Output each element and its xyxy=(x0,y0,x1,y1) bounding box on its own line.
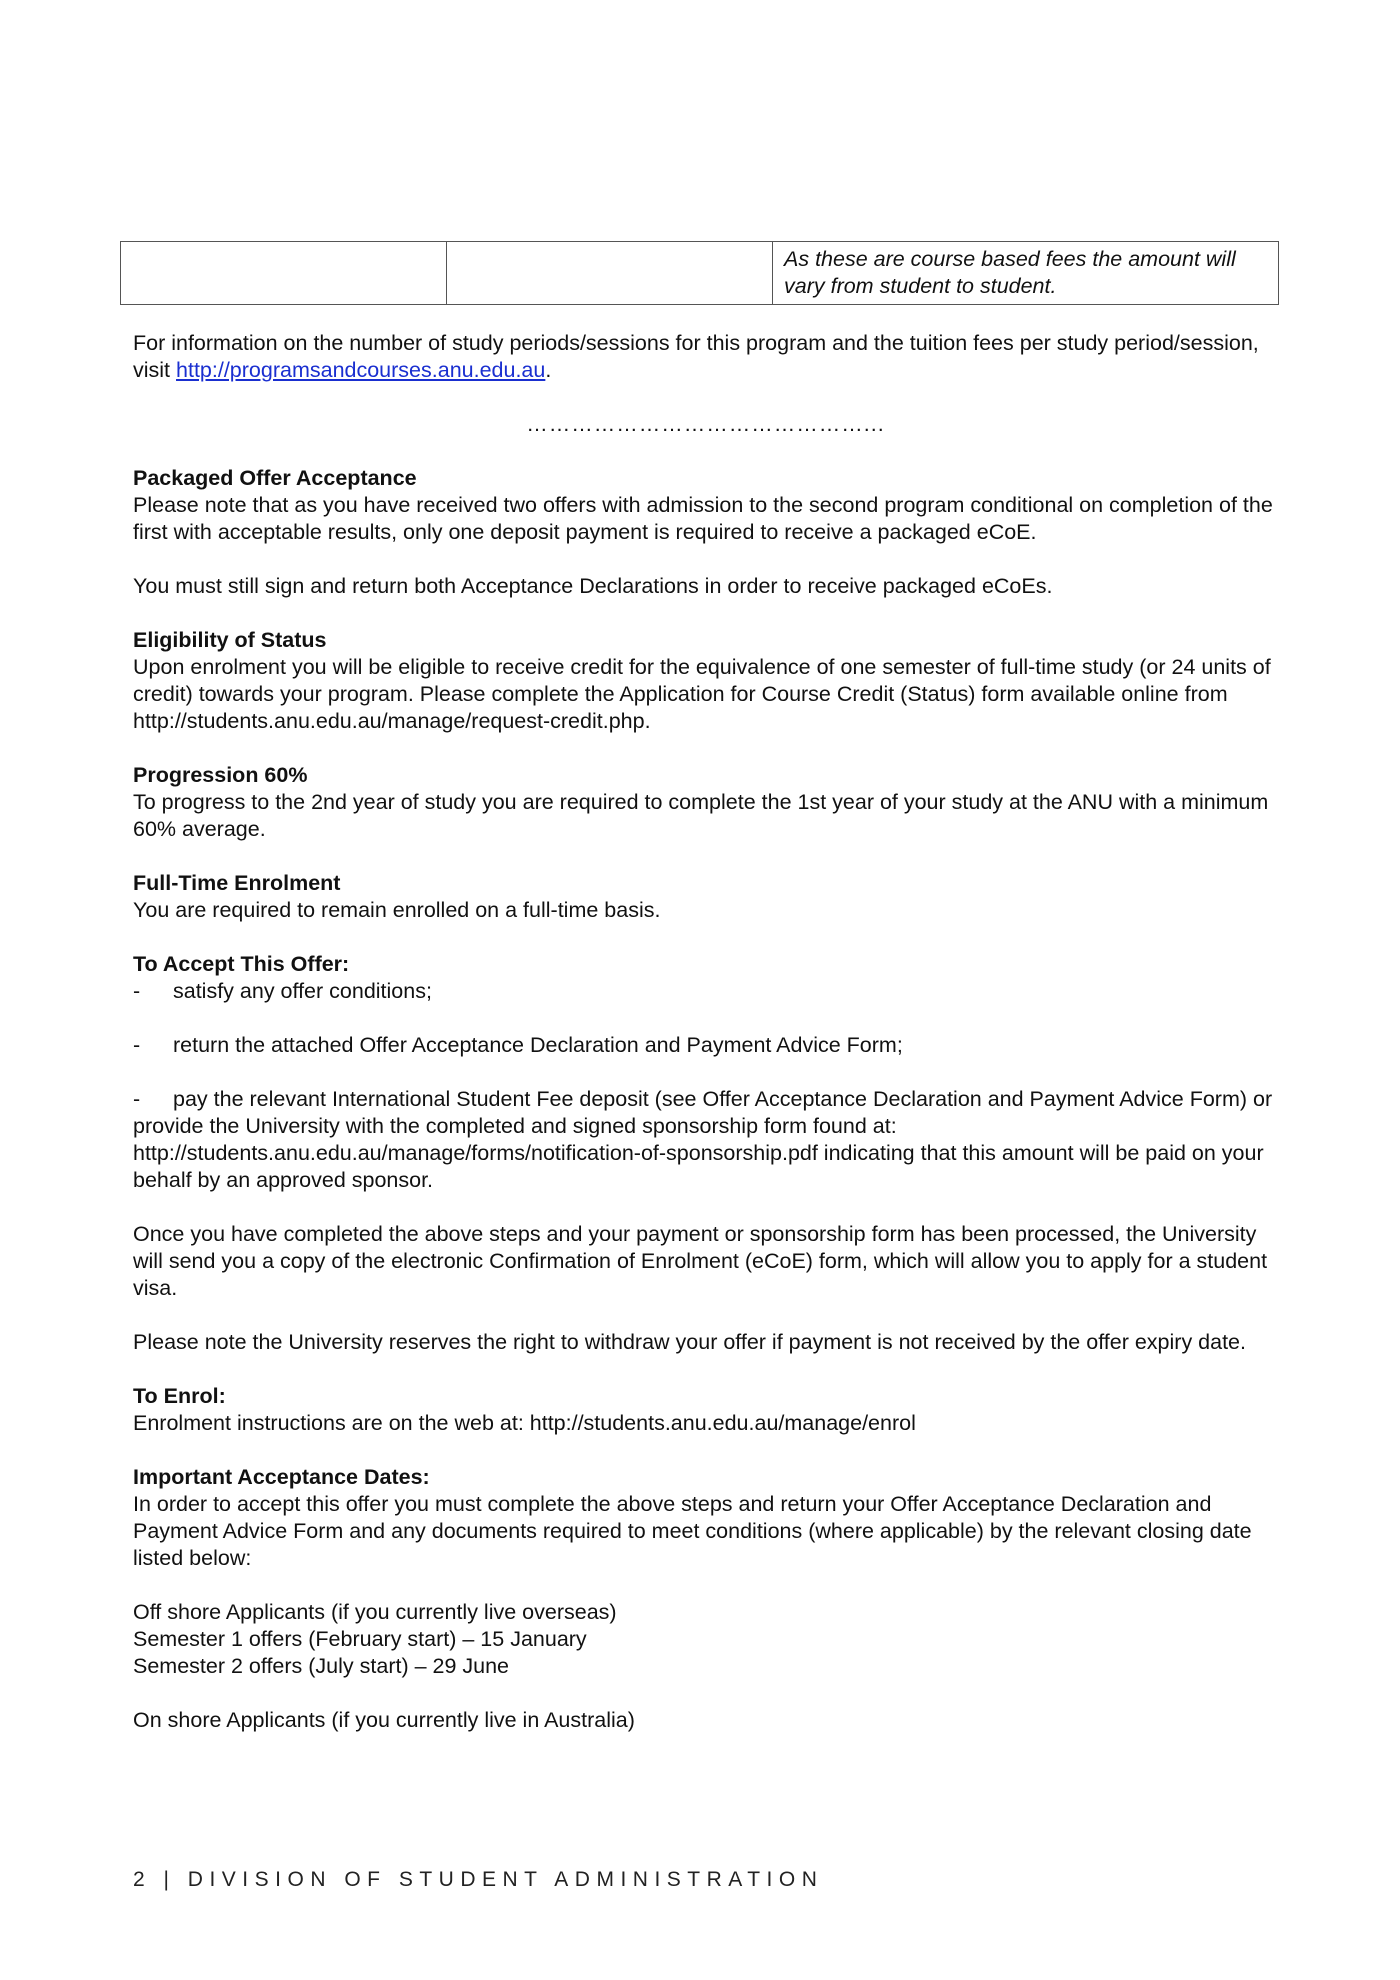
onshore-title: On shore Applicants (if you currently live in Australia) xyxy=(133,1708,635,1732)
page-footer: 2 | DIVISION OF STUDENT ADMINISTRATION xyxy=(133,1868,824,1891)
offshore-semester-2: Semester 2 offers (July start) – 29 June xyxy=(133,1654,510,1678)
info-text: For information on the number of study periods/sessions for this program and the tuition fees per study period/session, visit xyxy=(133,331,1259,382)
offshore-semester-1: Semester 1 offers (February start) – 15 January xyxy=(133,1627,587,1651)
bullet-dash: - xyxy=(133,1033,141,1057)
eligibility-text: Upon enrolment you will be eligible to receive credit for the equivalence of one semester of full-time study (or 24 units of credit) towards your program. Please complete the Application for Course Credit (Status) form available online from http://students.anu.edu.au/manage/request-credit.php. xyxy=(133,655,1271,733)
enrol-section xyxy=(133,1383,1278,1437)
eligibility-section xyxy=(133,627,1278,735)
dates-section xyxy=(133,1464,1278,1734)
accept-offer-section xyxy=(133,951,1278,1356)
enrol-heading: To Enrol: xyxy=(133,1384,226,1408)
progression-heading: Progression 60% xyxy=(133,763,308,787)
eligibility-heading: Eligibility of Status xyxy=(133,628,327,652)
list-item xyxy=(133,978,1278,1005)
packaged-offer-heading: Packaged Offer Acceptance xyxy=(133,466,417,490)
bullet-dash: - xyxy=(133,1087,141,1111)
enrol-text: Enrolment instructions are on the web at: http://students.anu.edu.au/manage/enrol xyxy=(133,1411,916,1435)
full-time-section xyxy=(133,870,1278,924)
packaged-offer-note: You must still sign and return both Acceptance Declarations in order to receive packaged eCoEs. xyxy=(133,574,1053,598)
offshore-title: Off shore Applicants (if you currently live overseas) xyxy=(133,1600,617,1624)
list-item xyxy=(133,1086,1278,1194)
packaged-offer-section xyxy=(133,465,1278,600)
fee-table-cell-2 xyxy=(447,242,773,305)
fee-table-cell-1 xyxy=(121,242,447,305)
processing-paragraph: Once you have completed the above steps and your payment or sponsorship form has been processed, the University will send you a copy of the electronic Confirmation of Enrolment (eCoE) form, which will allow you to apply for a student visa. xyxy=(133,1222,1268,1300)
info-paragraph xyxy=(133,330,1278,384)
full-time-text: You are required to remain enrolled on a full-time basis. xyxy=(133,898,661,922)
bullet-text: pay the relevant International Student Fee deposit (see Offer Acceptance Declaration and Payment Advice Form) or provide the University with the completed and signed sponsorship form found at: http://students.anu.edu.au/manage/forms/notification-of-sponsorship.pdf indicating that this amount will be paid on your behalf by an approved sponsor. xyxy=(133,1087,1273,1192)
list-item xyxy=(133,1032,1278,1059)
bullet-dash: - xyxy=(133,979,141,1003)
dates-text: In order to accept this offer you must complete the above steps and return your Offer Acceptance Declaration and Payment Advice Form and any documents required to meet conditions (where applicable) by the relevant closing date listed below: xyxy=(133,1492,1252,1570)
offshore-dates xyxy=(133,1599,1278,1680)
programs-courses-link[interactable]: http://programsandcourses.anu.edu.au xyxy=(176,358,546,382)
withdraw-note: Please note the University reserves the right to withdraw your offer if payment is not received by the offer expiry date. xyxy=(133,1330,1246,1354)
info-suffix: . xyxy=(545,358,552,382)
bullet-text: satisfy any offer conditions; xyxy=(173,979,432,1003)
bullet-text: return the attached Offer Acceptance Declaration and Payment Advice Form; xyxy=(173,1033,903,1057)
table-row xyxy=(121,242,1279,305)
accept-offer-heading: To Accept This Offer: xyxy=(133,952,350,976)
dates-heading: Important Acceptance Dates: xyxy=(133,1465,430,1489)
full-time-heading: Full-Time Enrolment xyxy=(133,871,341,895)
packaged-offer-text: Please note that as you have received two offers with admission to the second program conditional on completion of the first with acceptable results, only one deposit payment is required to receive a packaged eCoE. xyxy=(133,493,1273,544)
fee-table xyxy=(120,241,1279,305)
progression-section xyxy=(133,762,1278,843)
separator-dots: ………………………………………... xyxy=(526,412,885,436)
document-body xyxy=(133,330,1278,1761)
progression-text: To progress to the 2nd year of study you are required to complete the 1st year of your study at the ANU with a minimum 60% average. xyxy=(133,790,1269,841)
fee-table-cell-3: As these are course based fees the amount will vary from student to student. xyxy=(773,242,1279,305)
